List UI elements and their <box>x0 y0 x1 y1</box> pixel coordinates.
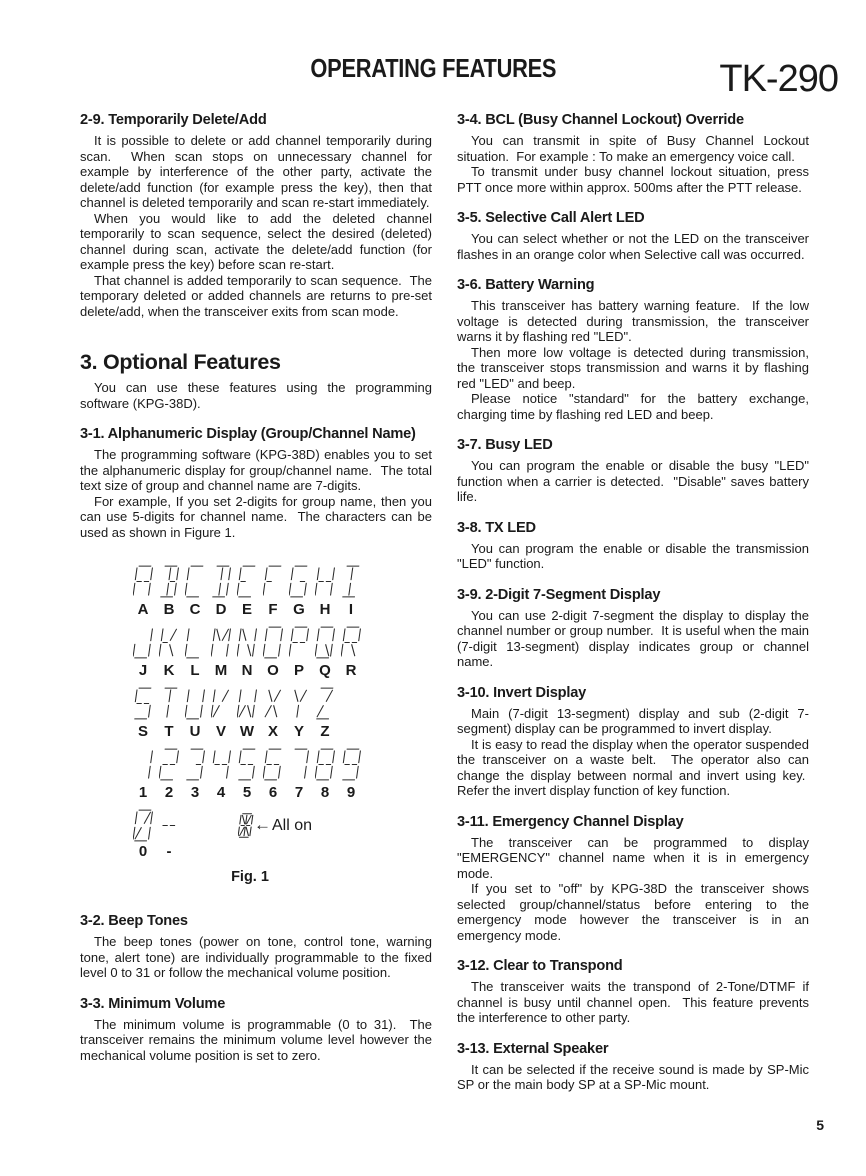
body-paragraph: The minimum volume is programmable (0 to 31). The transceiver remains the minimum volume level however the mechanical volume position is set to zero. <box>80 1016 432 1063</box>
segment-label-row <box>130 843 370 860</box>
segment-label: A <box>137 601 149 618</box>
seg-glyph-8 <box>315 747 336 782</box>
seg-glyph-G <box>289 564 310 599</box>
seg-glyph-R <box>341 625 362 660</box>
body-paragraph: That channel is added temporarily to scan sequence. The temporary deleted or added channels are returns to pre-set delete/add, when the transceiver exits from scan mode. <box>80 272 432 319</box>
seg-glyph-T <box>159 686 180 721</box>
segment-label: Z <box>320 723 330 740</box>
segment-label: B <box>163 601 175 618</box>
seg-glyph-S <box>133 686 154 721</box>
left-column <box>80 110 432 1063</box>
seg-glyph-Z <box>315 686 336 721</box>
body-paragraph: The transceiver waits the transpond of 2-Tone/DTMF if channel is busy until channel open. This feature prevents the interference to other party. <box>457 979 809 1025</box>
page-heading-text: OPERATING FEATURES <box>310 53 556 83</box>
body-paragraph: You can select whether or not the LED on the transceiver flashes in an orange color when Selective call was occurred. <box>457 231 809 262</box>
segment-label: T <box>164 723 174 740</box>
section-heading: 3-5. Selective Call Alert LED <box>457 210 645 226</box>
seg-glyph-5 <box>237 747 258 782</box>
seg-glyph-W <box>237 686 258 721</box>
body-paragraph: When you would like to add the deleted channel temporarily to scan sequence, select the desired (deleted) channel during scan, activate the delete/add function (for example press the key) before scan re-start. <box>80 210 432 272</box>
segment-label: R <box>345 662 357 679</box>
segment-label-row <box>130 662 370 679</box>
segment-glyph-cell <box>260 747 286 782</box>
segment-label: O <box>267 662 279 679</box>
seg-glyph-2 <box>159 747 180 782</box>
segment-label: 3 <box>190 784 200 801</box>
segment-glyph-cell <box>286 625 312 660</box>
body-paragraph: For example, If you set 2-digits for group name, then you can use 5-digits for channel name. The characters can be used as shown in Figure 1. <box>80 493 432 540</box>
seg-glyph-L <box>185 625 206 660</box>
segment-label: F <box>268 601 278 618</box>
figure-1 <box>130 564 370 885</box>
segment-glyph-cell <box>156 747 182 782</box>
segment-label: Q <box>319 662 331 679</box>
segment-label: D <box>215 601 227 618</box>
segment-glyph-cell <box>260 625 286 660</box>
section-heading: 3-13. External Speaker <box>457 1040 609 1057</box>
seg-glyph-C <box>185 564 206 599</box>
segment-glyph-cell <box>338 564 364 599</box>
seg-glyph-N <box>237 625 258 660</box>
all-on-group <box>238 812 312 839</box>
seg-glyph-A <box>133 564 154 599</box>
section-heading: 3-2. Beep Tones <box>80 913 188 929</box>
segment-label-row <box>130 601 370 618</box>
page-number: 5 <box>816 1117 824 1133</box>
segment-glyph-cell <box>338 747 364 782</box>
seg-glyph-U <box>185 686 206 721</box>
left-arrow-icon: ← <box>254 815 271 834</box>
body-paragraph: You can use 2-digit 7-segment the display to display the channel number or group number. It is useful when the main (7-digit 13-segment) display indicates group or channel name. <box>457 607 809 669</box>
segment-glyph-row <box>130 747 370 782</box>
segment-label: V <box>215 723 226 740</box>
body-paragraph: Then more low voltage is detected during transmission, the transceiver stops transmission and warns it by flashing red "LED" and beep. <box>457 344 809 391</box>
body-paragraph: You can use these features using the programming software (KPG-38D). <box>80 380 432 411</box>
segment-glyph-cell <box>208 686 234 721</box>
section-heading: 3-8. TX LED <box>457 519 536 536</box>
segment-glyph-cell <box>208 564 234 599</box>
segment-glyph-cell <box>156 808 182 843</box>
segment-glyph-cell <box>338 625 364 660</box>
seg-glyph-X <box>263 686 284 721</box>
seg-glyph-6 <box>263 747 284 782</box>
section-heading: 3-12. Clear to Transpond <box>457 958 623 974</box>
body-paragraph: Main (7-digit 13-segment) display and sub (2-digit 7-segment) display can be programmed to invert display. <box>457 705 809 736</box>
segment-glyph-cell <box>182 686 208 721</box>
segment-label: M <box>214 662 228 679</box>
segment-glyph-cell <box>156 686 182 721</box>
seg-glyph-B <box>159 564 180 599</box>
segment-label: 6 <box>268 784 278 801</box>
segment-glyph-row <box>130 564 370 599</box>
body-paragraph: The transceiver can be programmed to display "EMERGENCY" channel name when it is in emergency mode. <box>457 834 809 881</box>
segment-glyph-cell <box>130 747 156 782</box>
segment-glyph-cell <box>312 747 338 782</box>
segment-glyph-cell <box>208 747 234 782</box>
segment-glyph-row <box>130 625 370 660</box>
seg-glyph-K <box>159 625 180 660</box>
segment-label: H <box>319 601 331 618</box>
segment-label: K <box>163 662 175 679</box>
seg-glyph-D <box>211 564 232 599</box>
segment-glyph-cell <box>156 625 182 660</box>
body-paragraph: You can program the enable or disable the busy "LED" function when a carrier is detected. "Disable" saves battery life. <box>457 458 809 504</box>
section-heading: 3-4. BCL (Busy Channel Lockout) Override <box>457 112 744 128</box>
segment-label-row <box>130 784 370 801</box>
seg-glyph-M <box>211 625 232 660</box>
seg-glyph-9 <box>341 747 362 782</box>
segment-glyph-cell <box>182 747 208 782</box>
segment-label: G <box>293 601 305 618</box>
body-paragraph: If you set to "off" by KPG-38D the transceiver shows selected group/channel/status before entering to the emergency mode however the transceiver is in an emergency mode. <box>457 881 809 943</box>
segment-label: 8 <box>320 784 330 801</box>
manual-page <box>0 53 866 1133</box>
seg-glyph-3 <box>185 747 206 782</box>
segment-glyph-cell <box>286 564 312 599</box>
seg-glyph-F <box>263 564 284 599</box>
figure-caption: Fig. 1 <box>231 869 269 885</box>
segment-special-row <box>130 808 370 843</box>
section-heading: 3-11. Emergency Channel Display <box>457 813 684 830</box>
section-heading: 3-10. Invert Display <box>457 684 587 701</box>
segment-label: 0 <box>138 843 148 860</box>
seg-glyph-0 <box>133 808 154 843</box>
segment-glyph-cell <box>260 686 286 721</box>
seg-glyph-7 <box>289 747 310 782</box>
section-heading: 3-7. Busy LED <box>457 437 553 453</box>
segment-glyph-cell <box>260 564 286 599</box>
chapter-heading: 3. Optional Features <box>80 350 281 374</box>
body-paragraph: It is possible to delete or add channel temporarily during scan. When scan stops on unnecessary channel for example by interference of the other party, activate the delete/add function (for example press the key), then that channel is deleted temporarily and scan re-start immediately. <box>80 133 432 210</box>
seg-glyph-Y <box>289 686 310 721</box>
all-on-annotation <box>254 816 312 835</box>
segment-label: 4 <box>216 784 226 801</box>
section-heading: 3-9. 2-Digit 7-Segment Display <box>457 586 661 603</box>
segment-glyph-cell <box>234 564 260 599</box>
body-paragraph: It can be selected if the receive sound is made by SP-Mic SP or the main body SP at a SP-Mic mount. <box>457 1061 809 1092</box>
segment-label: N <box>241 662 253 679</box>
body-paragraph: Please notice "standard" for the battery exchange, charging time by flashing red LED and beep. <box>457 391 809 422</box>
seg-glyph-- <box>159 808 180 843</box>
segment-label: P <box>293 662 304 679</box>
segment-glyph-cell <box>208 625 234 660</box>
segment-label: J <box>138 662 148 679</box>
segment-label: X <box>267 723 278 740</box>
segment-glyph-cell <box>286 747 312 782</box>
segment-label: 5 <box>242 784 252 801</box>
section-heading: 2-9. Temporarily Delete/Add <box>80 112 267 128</box>
segment-glyph-cell <box>234 747 260 782</box>
segment-label: 9 <box>346 784 356 801</box>
segment-glyph-cell <box>156 564 182 599</box>
segment-label: E <box>241 601 252 618</box>
body-paragraph: You can program the enable or disable the transmission "LED" function. <box>457 540 809 571</box>
all-on-label: All on <box>272 817 313 834</box>
segment-glyph-cell <box>234 686 260 721</box>
segment-glyph-cell <box>130 808 156 843</box>
seg-glyph-Q <box>315 625 336 660</box>
seg-glyph-O <box>263 625 284 660</box>
segment-label: C <box>189 601 201 618</box>
seg-glyph-J <box>133 625 154 660</box>
segment-label: U <box>189 723 201 740</box>
segment-glyph-cell <box>130 686 156 721</box>
segment-label: L <box>190 662 200 679</box>
segment-glyph-cell <box>182 625 208 660</box>
body-paragraph: It is easy to read the display when the operator suspended the transceiver on a waste belt. The operator also can change the display between normal and invert using key. Refer the invert display function of key function. <box>457 736 809 798</box>
body-paragraph: The beep tones (power on tone, control tone, warning tone, alert tone) are individually programmable to the fixed level 0 to 31 or follow the mechanical volume position. <box>80 934 432 980</box>
seg-glyph-I <box>341 564 362 599</box>
seg-glyph-P <box>289 625 310 660</box>
segment-label: Y <box>293 723 304 740</box>
section-heading: 3-3. Minimum Volume <box>80 995 226 1012</box>
segment-glyph-cell <box>286 686 312 721</box>
segment-glyph-cell <box>312 564 338 599</box>
section-heading: 3-1. Alphanumeric Display (Group/Channel Name) <box>80 426 416 442</box>
seg-glyph-H <box>315 564 336 599</box>
segment-label: W <box>239 723 255 740</box>
segment-label: 1 <box>138 784 148 801</box>
body-paragraph: This transceiver has battery warning feature. If the low voltage is detected during transmission, the transceiver warns it by flashing red "LED". <box>457 298 809 344</box>
seg-glyph-4 <box>211 747 232 782</box>
segment-label: I <box>348 601 354 618</box>
doc-title: TK-290 <box>719 58 838 100</box>
segment-label: 7 <box>294 784 304 801</box>
segment-label: - <box>166 843 172 860</box>
seg-glyph-E <box>237 564 258 599</box>
segment-label: S <box>137 723 148 740</box>
segment-glyph-cell <box>130 564 156 599</box>
seg-glyph-1 <box>133 747 154 782</box>
section-heading: 3-6. Battery Warning <box>457 277 595 293</box>
segment-glyph-row <box>130 686 370 721</box>
right-column <box>457 110 809 1093</box>
segment-label: 2 <box>164 784 174 801</box>
segment-glyph-cell <box>234 625 260 660</box>
segment-glyph-cell <box>130 625 156 660</box>
segment-glyph-cell <box>182 564 208 599</box>
segment-glyph-cell <box>312 625 338 660</box>
seg-glyph-V <box>211 686 232 721</box>
seg-glyph-all-on <box>238 812 254 839</box>
body-paragraph: To transmit under busy channel lockout situation, press PTT once more within approx. 500ms after the PTT release. <box>457 164 809 195</box>
segment-label-row <box>130 723 370 740</box>
two-column-layout <box>0 82 866 1093</box>
segment-glyph-cell <box>312 686 338 721</box>
body-paragraph: You can transmit in spite of Busy Channel Lockout situation. For example : To make an emergency voice call. <box>457 133 809 164</box>
body-paragraph: The programming software (KPG-38D) enables you to set the alphanumeric display for group/channel name. The total text size of group and channel name are 7-digits. <box>80 447 432 493</box>
